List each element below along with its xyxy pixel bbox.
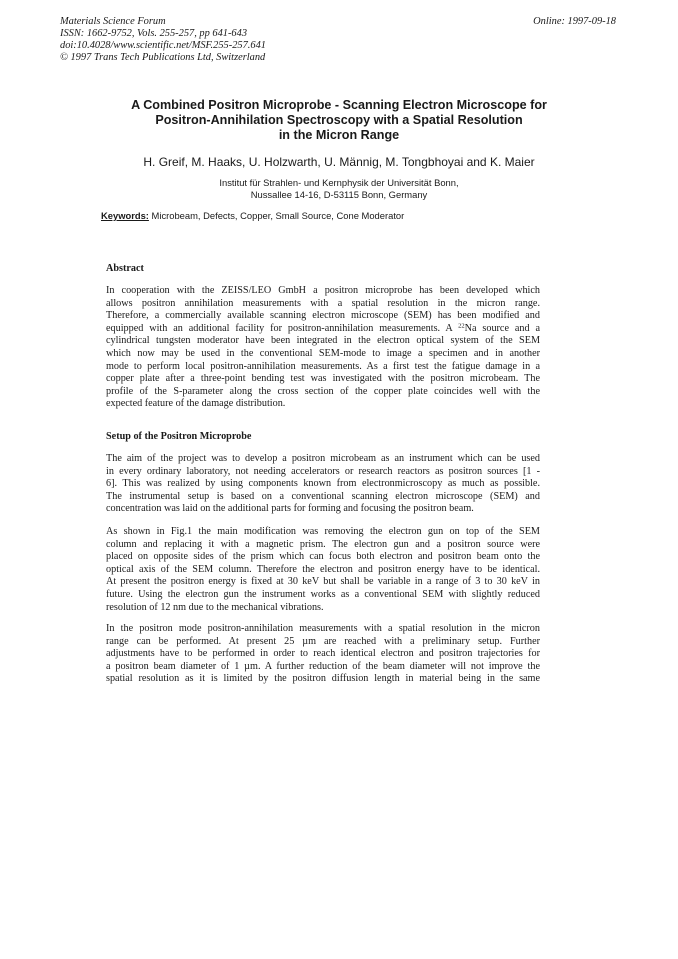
setup-paragraph-1 [106, 453, 540, 516]
text-line: In cooperation with the ZEISS/LEO GmbH a positron microprobe has been developed which [106, 285, 540, 296]
text-line: concentration was laid on the additional parts for forming and focusing the positron beam. [106, 503, 474, 515]
title-line-2: Positron-Annihilation Spectroscopy with a Spatial Resolution [155, 113, 523, 127]
affiliation-line-2: Nussallee 14-16, D-53115 Bonn, Germany [250, 188, 428, 200]
text-fragment: Na source and a [464, 322, 540, 334]
text-line: At present the positron energy is fixed at 30 keV but shall be variable in a range of 3 to 30 keV in [106, 576, 540, 588]
keywords [101, 210, 404, 221]
text-line: mode to perform local positron-annihilation measurements. As a first test the fatigue damage in a [106, 360, 540, 372]
doi-line: doi:10.4028/www.scientific.net/MSF.255-257.641 [60, 40, 266, 51]
text-line: placed on opposite sides of the prism which can focus both electron and positron beam onto the [106, 551, 540, 563]
journal-header [60, 16, 266, 64]
affiliation [80, 177, 598, 200]
author-list: H. Greif, M. Haaks, U. Holzwarth, U. Männig, M. Tongbhoyai and K. Maier [143, 155, 535, 169]
text-line: which now may be used in the conventional SEM-mode to image a specimen and in another [106, 347, 540, 359]
text-line: future. Using the electron gun the instrument works as a conventional SEM with slightly reduced [106, 588, 540, 600]
text-line: allows positron annihilation measurements with a spatial resolution in the micron range. [106, 297, 540, 309]
title-line-1: A Combined Positron Microprobe - Scanning Electron Microscope for [131, 98, 547, 112]
abstract-paragraph [106, 285, 540, 411]
text-line: optical axis of the SEM column. Therefore the electron and positron energy have to be identical. [106, 563, 540, 575]
text-line: In the positron mode positron-annihilation measurements with a spatial resolution in the micron [106, 623, 540, 634]
text-line [106, 323, 540, 336]
text-line: spatial resolution as it is limited by the positron diffusion length in material being in the same [106, 673, 540, 685]
text-line: As shown in Fig.1 the main modification was removing the electron gun on top of the SEM [106, 526, 540, 537]
setup-paragraph-3 [106, 623, 540, 686]
keywords-text: Microbeam, Defects, Copper, Small Source, Cone Moderator [151, 210, 405, 221]
issn-line: ISSN: 1662-9752, Vols. 255-257, pp 641-643 [60, 28, 248, 39]
paper-title [80, 98, 598, 143]
setup-paragraph-2 [106, 526, 540, 614]
text-line: column and replacing it with a magnetic prism. The electron gun and a positron source were [106, 538, 540, 550]
text-line: copper plate after a three-point bending test was investigated with the positron microbeam. The [106, 373, 540, 385]
online-date: Online: 1997-09-18 [533, 16, 616, 27]
text-line: in every ordinary laboratory, not needing accelerators or research reactors as positron sources [1 - [106, 465, 540, 477]
affiliation-line-1: Institut für Strahlen- und Kernphysik der Universität Bonn, [219, 177, 459, 188]
text-line: expected feature of the damage distribution. [106, 398, 286, 410]
text-line: a positron beam diameter of 1 µm. A further reduction of the beam diameter will not improve the [106, 660, 540, 672]
text-line: The aim of the project was to develop a positron microbeam as an instrument which can be used [106, 453, 540, 464]
text-line: 6]. This was realized by using components known from electronmicroscopy as much as possible. [106, 478, 540, 490]
setup-heading: Setup of the Positron Microprobe [106, 431, 252, 442]
title-line-3: in the Micron Range [278, 128, 400, 142]
text-line: profile of the S-parameter along the cross section of the copper plate coincides well with the [106, 385, 540, 397]
text-line: cylindrical tungsten moderator have been integrated in the electron optical system of the SEM [106, 335, 540, 347]
text-fragment: equipped with an additional facility for positron-annihilation measurements. A [106, 322, 459, 334]
text-line: resolution of 12 nm due to the mechanical vibrations. [106, 601, 324, 613]
abstract-heading: Abstract [106, 263, 144, 274]
keywords-label: Keywords: [101, 210, 149, 221]
text-line: range can be performed. At present 25 µm are reached with a preliminary setup. Further [106, 635, 540, 647]
copyright-line: © 1997 Trans Tech Publications Ltd, Switzerland [60, 52, 266, 63]
text-line: The instrumental setup is based on a conventional scanning electron microscope (SEM) and [106, 490, 540, 502]
isotope-superscript: 22 [458, 322, 465, 330]
text-line: adjustments have to be performed in order to reach identical electron and positron trajectories for [106, 648, 540, 660]
journal-name: Materials Science Forum [60, 16, 166, 27]
text-line: Therefore, a commercially available scanning electron microscope (SEM) has been modified and [106, 310, 540, 322]
